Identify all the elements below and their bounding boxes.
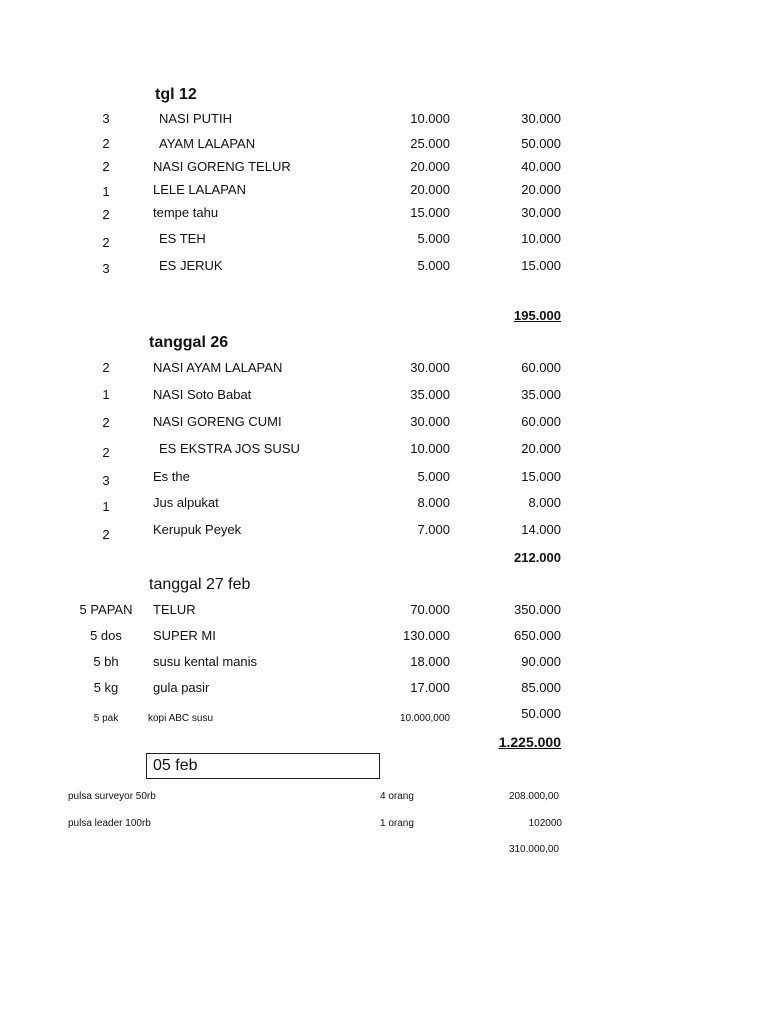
total-cell: 30.000 xyxy=(521,111,561,126)
total-cell: 60.000 xyxy=(521,414,561,429)
item-cell: pulsa surveyor 50rb xyxy=(68,791,156,802)
section-heading-tgl-12: tgl 12 xyxy=(155,86,197,103)
qty-cell: 2 xyxy=(102,159,110,174)
price-cell: 5.000 xyxy=(417,231,450,246)
item-cell: ES EKSTRA JOS SUSU xyxy=(159,441,300,456)
total-cell: 650.000 xyxy=(514,628,561,643)
item-cell: NASI GORENG CUMI xyxy=(153,414,282,429)
item-cell: Kerupuk Peyek xyxy=(153,522,242,537)
price-cell: 8.000 xyxy=(417,495,450,510)
price-cell: 17.000 xyxy=(410,680,450,695)
price-cell: 5.000 xyxy=(417,258,450,273)
total-cell: 50.000 xyxy=(521,136,561,151)
total-cell: 102000 xyxy=(528,818,562,829)
qty-cell: 2 xyxy=(102,207,110,222)
total-cell: 30.000 xyxy=(521,205,561,220)
item-cell: NASI Soto Babat xyxy=(153,387,252,402)
qty-cell: 3 xyxy=(102,473,110,488)
item-cell: susu kental manis xyxy=(153,654,258,669)
section-heading-box xyxy=(146,753,380,779)
qty-cell: 3 xyxy=(102,261,110,276)
subtotal-tanggal-26: 212.000 xyxy=(514,550,561,565)
count-cell: 4 orang xyxy=(380,791,414,802)
total-cell: 90.000 xyxy=(521,654,561,669)
price-cell: 10.000,000 xyxy=(399,713,450,724)
section-heading-05-feb: 05 feb xyxy=(153,757,198,774)
total-cell: 8.000 xyxy=(528,495,561,510)
qty-cell: 5 kg xyxy=(93,680,119,695)
item-cell: tempe tahu xyxy=(153,205,219,220)
total-cell: 15.000 xyxy=(521,258,561,273)
price-cell: 5.000 xyxy=(417,469,450,484)
price-cell: 15.000 xyxy=(410,205,450,220)
item-cell: SUPER MI xyxy=(153,628,216,643)
total-cell: 20.000 xyxy=(521,441,561,456)
subtotal-tgl-12: 195.000 xyxy=(514,308,561,323)
item-cell: AYAM LALAPAN xyxy=(159,136,256,151)
qty-cell: 3 xyxy=(102,111,110,126)
item-cell: LELE LALAPAN xyxy=(153,182,246,197)
section-heading-tanggal-27-feb: tanggal 27 feb xyxy=(149,576,251,593)
qty-cell: 2 xyxy=(102,527,110,542)
total-cell: 60.000 xyxy=(521,360,561,375)
price-cell: 30.000 xyxy=(410,414,450,429)
total-cell: 14.000 xyxy=(521,522,561,537)
subtotal-tanggal-27-feb: 1.225.000 xyxy=(498,734,561,750)
item-cell: kopi ABC susu xyxy=(148,713,214,724)
total-cell: 40.000 xyxy=(521,159,561,174)
section-heading-tanggal-26: tanggal 26 xyxy=(149,334,229,351)
item-cell: NASI PUTIH xyxy=(159,111,232,126)
item-cell: ES TEH xyxy=(159,231,206,246)
item-cell: ES JERUK xyxy=(159,258,223,273)
qty-cell: 2 xyxy=(102,235,110,250)
price-cell: 7.000 xyxy=(417,522,450,537)
qty-cell: 1 xyxy=(102,387,110,402)
qty-cell: 2 xyxy=(102,415,110,430)
qty-cell: 1 xyxy=(102,499,110,514)
total-cell: 15.000 xyxy=(521,469,561,484)
price-cell: 20.000 xyxy=(410,182,450,197)
price-cell: 10.000 xyxy=(410,441,450,456)
total-cell: 35.000 xyxy=(521,387,561,402)
price-cell: 30.000 xyxy=(410,360,450,375)
subtotal-05-feb: 310.000,00 xyxy=(508,844,559,855)
item-cell: Jus alpukat xyxy=(153,495,219,510)
total-cell: 85.000 xyxy=(521,680,561,695)
qty-cell: 5 pak xyxy=(93,713,119,724)
qty-cell: 5 dos xyxy=(90,628,122,643)
total-cell: 10.000 xyxy=(521,231,561,246)
price-cell: 25.000 xyxy=(410,136,450,151)
price-cell: 70.000 xyxy=(410,602,450,617)
price-cell: 10.000 xyxy=(410,111,450,126)
total-cell: 50.000 xyxy=(521,706,561,721)
qty-cell: 1 xyxy=(102,184,110,199)
item-cell: NASI GORENG TELUR xyxy=(153,159,291,174)
qty-cell: 5 bh xyxy=(93,654,119,669)
total-cell: 350.000 xyxy=(514,602,561,617)
qty-cell: 5 PAPAN xyxy=(79,602,133,617)
count-cell: 1 orang xyxy=(380,818,414,829)
price-cell: 35.000 xyxy=(410,387,450,402)
price-cell: 130.000 xyxy=(403,628,450,643)
item-cell: NASI AYAM LALAPAN xyxy=(153,360,283,375)
item-cell: TELUR xyxy=(153,602,196,617)
total-cell: 208.000,00 xyxy=(508,791,559,802)
qty-cell: 2 xyxy=(102,136,110,151)
item-cell: gula pasir xyxy=(153,680,210,695)
item-cell: Es the xyxy=(153,469,190,484)
total-cell: 20.000 xyxy=(521,182,561,197)
price-cell: 20.000 xyxy=(410,159,450,174)
item-cell: pulsa leader 100rb xyxy=(68,818,151,829)
qty-cell: 2 xyxy=(102,360,110,375)
price-cell: 18.000 xyxy=(410,654,450,669)
qty-cell: 2 xyxy=(102,445,110,460)
